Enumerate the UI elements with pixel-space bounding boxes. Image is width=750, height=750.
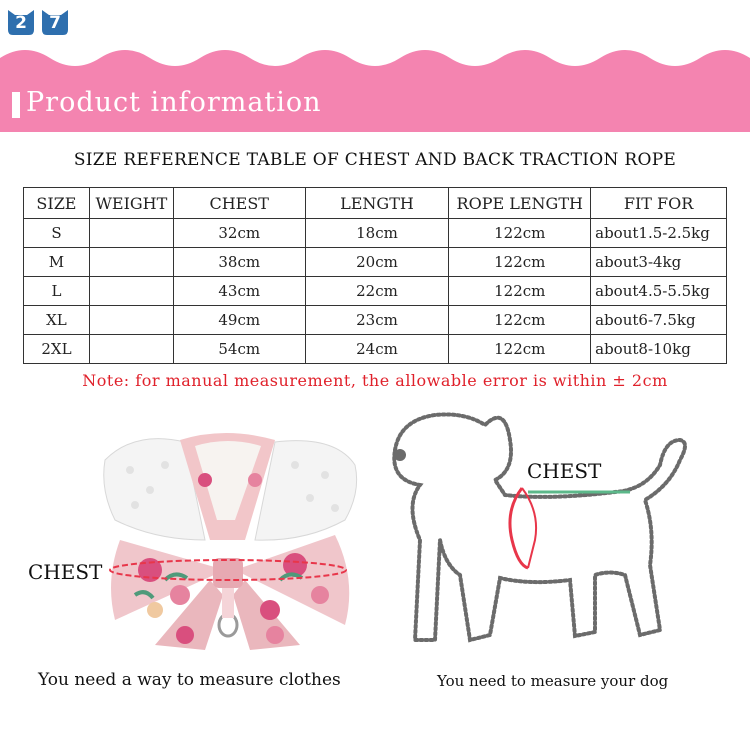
cell-chest: 43cm [173,277,305,306]
cell-size: L [24,277,90,306]
dog-illustration [380,400,700,660]
cell-rope-length: 122cm [449,248,591,277]
harness-chest-label: CHEST [28,560,103,584]
cell-rope-length: 122cm [449,335,591,364]
measurement-note: Note: for manual measurement, the allowable error is within ± 2cm [82,371,668,390]
header-size: SIZE [24,188,90,219]
cell-rope-length: 122cm [449,219,591,248]
cell-rope-length: 122cm [449,306,591,335]
dog-chest-label: CHEST [527,459,602,483]
cell-fit-for: about8-10kg [591,335,727,364]
cell-size: 2XL [24,335,90,364]
caption-measure-clothes: You need a way to measure clothes [38,670,341,690]
cell-weight [89,277,173,306]
header-chest: CHEST [173,188,305,219]
cell-chest: 32cm [173,219,305,248]
cell-chest: 54cm [173,335,305,364]
cell-length: 22cm [305,277,449,306]
header-rope-length: ROPE LENGTH [449,188,591,219]
header-length: LENGTH [305,188,449,219]
table-row [24,335,727,364]
cat-logo-icon [6,6,36,36]
cell-length: 24cm [305,335,449,364]
cell-weight [89,219,173,248]
header-fit-for: FIT FOR [591,188,727,219]
cell-fit-for: about1.5-2.5kg [591,219,727,248]
cat-logo-icon [40,6,70,36]
table-row [24,306,727,335]
table-row [24,248,727,277]
cell-rope-length: 122cm [449,277,591,306]
cell-chest: 38cm [173,248,305,277]
header-weight: WEIGHT [89,188,173,219]
size-table [23,187,727,364]
cell-weight [89,335,173,364]
cell-size: XL [24,306,90,335]
cell-size: M [24,248,90,277]
cell-size: S [24,219,90,248]
table-title: SIZE REFERENCE TABLE OF CHEST AND BACK TRACTION ROPE [73,150,677,170]
cell-weight [89,248,173,277]
caption-measure-dog: You need to measure your dog [437,672,669,690]
cell-fit-for: about3-4kg [591,248,727,277]
harness-illustration [95,420,365,660]
banner-title: Product information [26,87,322,118]
logo-digit-2: 7 [49,13,61,33]
cell-length: 20cm [305,248,449,277]
table-row [24,219,727,248]
cell-chest: 49cm [173,306,305,335]
cell-length: 18cm [305,219,449,248]
cell-weight [89,306,173,335]
table-header-row [24,188,727,219]
cell-fit-for: about6-7.5kg [591,306,727,335]
brand-logo [6,6,76,36]
logo-digit-1: 2 [15,13,27,33]
cell-fit-for: about4.5-5.5kg [591,277,727,306]
cell-length: 23cm [305,306,449,335]
banner-accent-bar [12,92,20,118]
table-row [24,277,727,306]
